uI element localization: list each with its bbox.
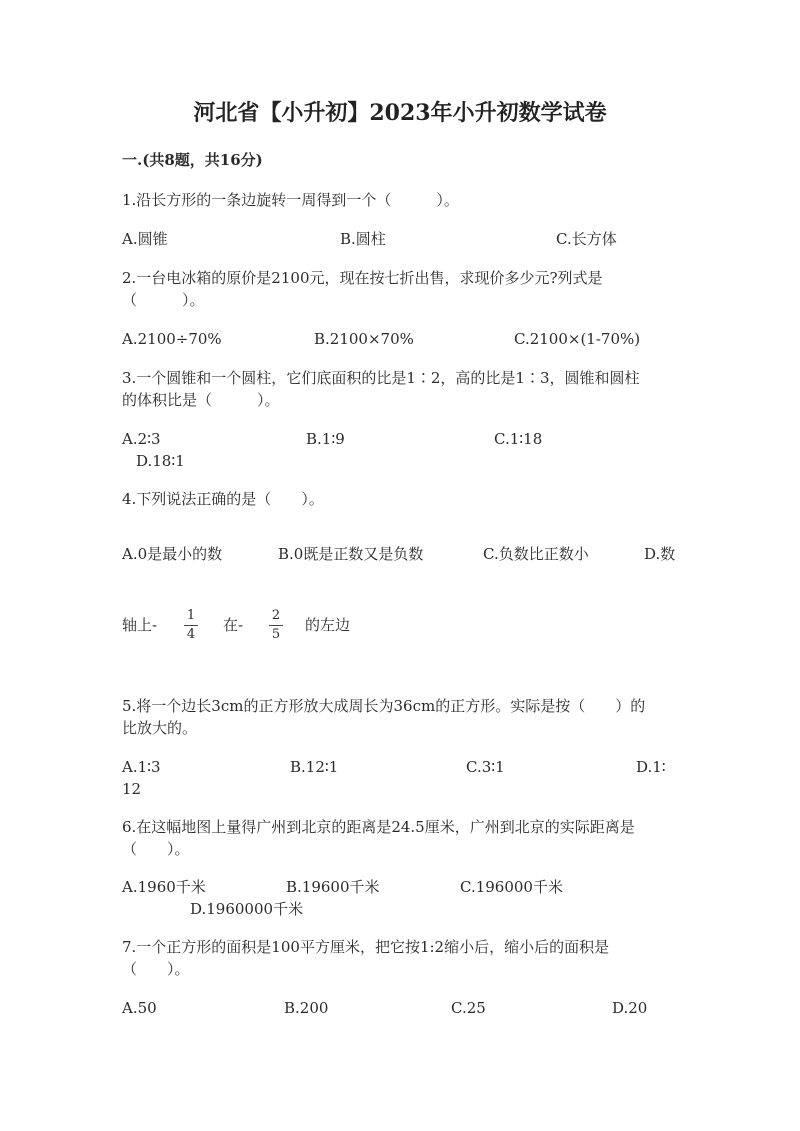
question-2-stem-line-2: （ ）。 [122, 291, 205, 309]
question-1-option-a: A.圆锥 [122, 230, 168, 248]
question-1-option-b: B.圆柱 [340, 230, 386, 248]
question-4-continuation-middle: 在- [223, 616, 244, 634]
question-5-stem-line-1: 5.将一个边长3cm的正方形放大成周长为36cm的正方形。实际是按（ ）的 [122, 697, 646, 715]
fraction-numerator: 2 [271, 608, 281, 623]
question-4-option-b: B.0既是正数又是负数 [278, 545, 424, 563]
question-3-option-c: C.1∶18 [494, 430, 543, 448]
question-2-option-c: C.2100×(1-70%) [514, 330, 641, 348]
question-1-option-c: C.长方体 [556, 230, 617, 248]
fraction-denominator: 5 [271, 627, 281, 642]
question-4-option-a: A.0是最小的数 [122, 545, 223, 563]
exam-title: 河北省【小升初】2023年小升初数学试卷 [193, 100, 607, 126]
question-6-option-b: B.19600千米 [286, 878, 380, 896]
question-2-option-b: B.2100×70% [314, 330, 414, 348]
question-6-stem-line-2: （ ）。 [122, 840, 190, 858]
question-5-option-a: A.1∶3 [122, 758, 161, 776]
question-6-option-a: A.1960千米 [122, 878, 206, 896]
question-4-continuation-prefix: 轴上- [122, 616, 158, 634]
question-7-option-d: D.20 [612, 999, 648, 1017]
question-5-option-b: B.12∶1 [290, 758, 339, 776]
fraction-two-fifths [269, 608, 283, 643]
question-3-option-b: B.1∶9 [306, 430, 345, 448]
question-5-stem-line-2: 比放大的。 [122, 719, 198, 737]
question-4-option-c: C.负数比正数小 [483, 545, 589, 563]
fraction-numerator: 1 [186, 608, 196, 623]
question-6-stem-line-1: 6.在这幅地图上量得广州到北京的距离是24.5厘米，广州到北京的实际距离是 [122, 818, 635, 836]
question-2-option-a: A.2100÷70% [122, 330, 222, 348]
question-7-option-c: C.25 [451, 999, 486, 1017]
question-7-option-a: A.50 [122, 999, 157, 1017]
fraction-bar [184, 625, 198, 626]
question-3-stem-line-2: 的体积比是（ ）。 [122, 391, 280, 409]
question-1-stem: 1.沿长方形的一条边旋转一周得到一个（ ）。 [122, 191, 459, 209]
question-4-option-d: D.数 [644, 545, 676, 563]
question-4-continuation-suffix: 的左边 [305, 616, 351, 634]
fraction-denominator: 4 [186, 627, 196, 642]
fraction-one-quarter [184, 608, 198, 643]
question-4-stem: 4.下列说法正确的是（ ）。 [122, 490, 324, 508]
question-7-stem-line-2: （ ）。 [122, 960, 190, 978]
question-6-option-c: C.196000千米 [460, 878, 563, 896]
question-5-option-c: C.3∶1 [466, 758, 505, 776]
question-5-option-d: D.1∶ [636, 758, 666, 776]
question-6-option-d: D.1960000千米 [190, 900, 304, 918]
question-2-stem-line-1: 2.一台电冰箱的原价是2100元，现在按七折出售，求现价多少元?列式是 [122, 269, 603, 287]
question-3-stem-line-1: 3.一个圆锥和一个圆柱，它们底面积的比是1∶2，高的比是1∶3，圆锥和圆柱 [122, 369, 640, 387]
question-3-option-d: D.18∶1 [136, 452, 185, 470]
question-3-option-a: A.2∶3 [122, 430, 161, 448]
fraction-bar [269, 625, 283, 626]
section-heading: 一.(共8题，共16分) [122, 151, 263, 169]
question-7-stem-line-1: 7.一个正方形的面积是100平方厘米，把它按1:2缩小后，缩小后的面积是 [122, 938, 610, 956]
question-5-option-d-wrap: 12 [122, 780, 142, 798]
question-7-option-b: B.200 [284, 999, 329, 1017]
